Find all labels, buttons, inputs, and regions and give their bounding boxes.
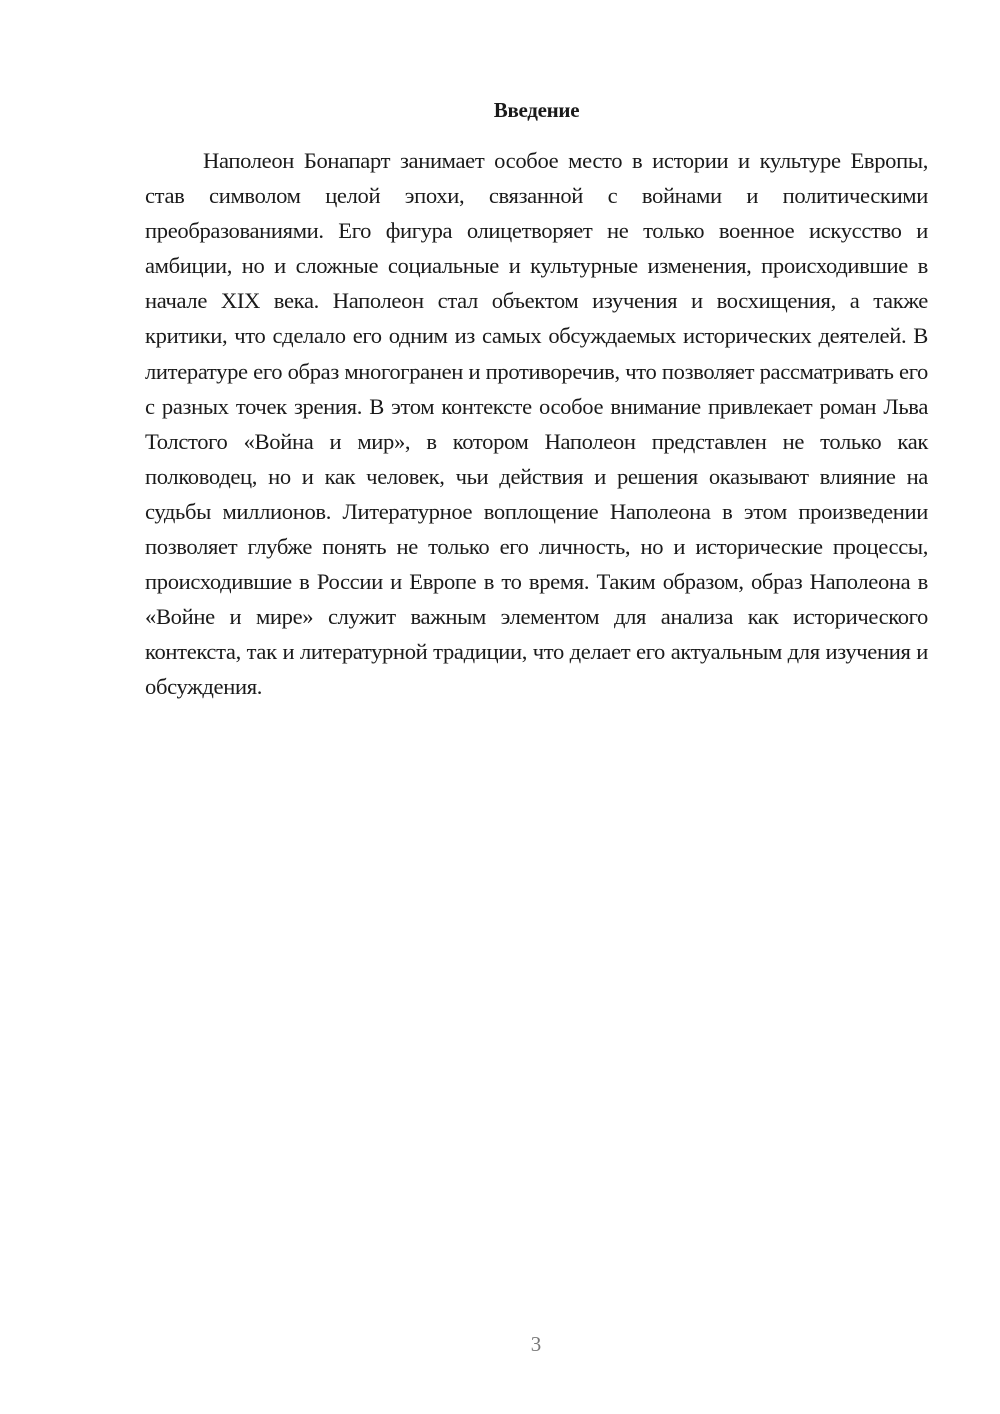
paragraph: Наполеон Бонапарт занимает особое место в истории и культуре Европы, став символом целой эпохи, связанной с войнами и политическими преобразованиями. Его фигура олицетворяет не только военное искусство и амбиции, но и сложные социальные и культурные изменения, происходившие в начале XIX века. Наполеон стал объектом изучения и восхищения, а также критики, что сделало его одним из самых обсуждаемых исторических деятелей. В литературе его образ многогранен и противоречив, что позволяет рассматривать его с разных точек зрения. В этом контексте особое внимание привлекает роман Льва Толстого «Война и мир», в котором Наполеон представлен не только как полководец, но и как человек, чьи действия и решения оказывают влияние на судьбы миллионов. Литературное воплощение Наполеона в этом произведении позволяет глубже понять не только его личность, но и исторические процессы, происходившие в России и Европе в то время. Таким образом, образ Наполеона в «Войне и мире» служит важным элементом для анализа как исторического контекста, так и литературной традиции, что делает его актуальным для изучения и обсуждения. <box>145 148 928 700</box>
page-number: 3 <box>530 1332 542 1356</box>
body-text <box>145 143 928 705</box>
section-heading: Введение <box>493 98 580 122</box>
